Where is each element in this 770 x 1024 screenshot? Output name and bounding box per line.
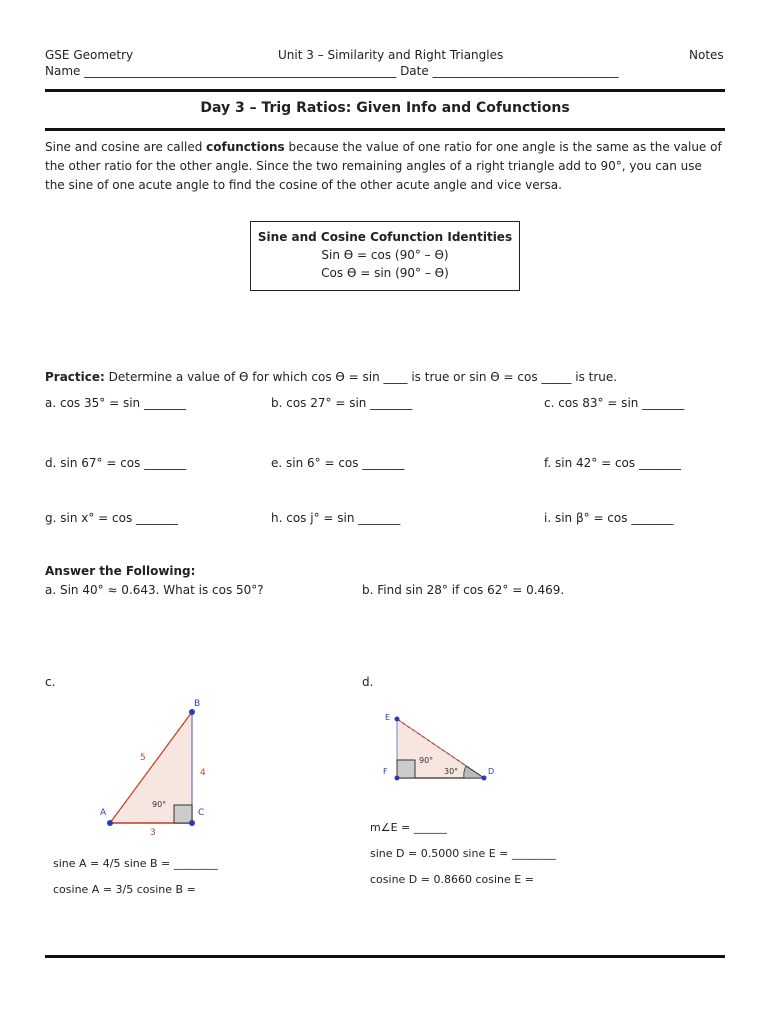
angle-d-marker [464, 766, 484, 778]
triangle-d-line3: cosine D = 0.8660 cosine E = [370, 873, 534, 886]
practice-item: d. sin 67° = cos _______ [45, 456, 187, 470]
vertex-d-dot [482, 776, 487, 781]
name-blank: ____________________________________________________ [84, 64, 397, 78]
practice-item: c. cos 83° = sin _______ [544, 396, 685, 410]
angle-label: 90° [152, 800, 167, 809]
triangle-c-line2: cosine A = 3/5 cosine B = [53, 883, 196, 896]
triangle-d-diagram [378, 708, 503, 788]
unit-title: Unit 3 – Similarity and Right Triangles [278, 48, 504, 62]
identities-heading: Sine and Cosine Cofunction Identities [257, 230, 513, 244]
practice-item: g. sin x° = cos _______ [45, 511, 179, 525]
bottom-rule [45, 955, 725, 958]
page-title: Day 3 – Trig Ratios: Given Info and Cofunctions [200, 100, 570, 116]
practice-item: e. sin 6° = cos _______ [271, 456, 405, 470]
triangle-c-diagram [90, 690, 230, 840]
practice-item: a. cos 35° = sin _______ [45, 396, 186, 410]
side-base-label: 3 [150, 828, 156, 838]
vertex-b-dot [189, 709, 195, 715]
intro-before: Sine and cosine are called [45, 140, 207, 154]
answer-heading: Answer the Following: [45, 564, 196, 578]
angle-d-label: 30° [444, 767, 459, 776]
right-angle-marker [397, 760, 415, 778]
question-b: b. Find sin 28° if cos 62° = 0.469. [362, 583, 565, 597]
intro-after: because the value of one ratio for one angle is the same as the value of the other ratio for the other angle. Since the two remaining angles of a right triangle add to 90°, you can use the sine of one acute angle to find the cosine of the other acute angle and vice versa. [45, 140, 722, 192]
angle-f-label: 90° [419, 756, 434, 765]
vertex-a-dot [107, 820, 113, 826]
course-name: GSE Geometry [45, 48, 134, 62]
side-vert-label: 4 [200, 768, 206, 778]
practice-label: Practice: [45, 370, 105, 384]
triangle-c-line1: sine A = 4/5 sine B = ________ [53, 857, 218, 870]
question-d-label: d. [362, 675, 374, 689]
vertex-a-label: A [100, 808, 107, 818]
vertex-f-dot [395, 776, 400, 781]
practice-text: Determine a value of ϴ for which cos ϴ = sin ____ is true or sin ϴ = cos _____ is true. [104, 370, 618, 384]
triangle-d-line2: sine D = 0.5000 sine E = ________ [370, 847, 556, 860]
intro-paragraph [45, 138, 725, 195]
top-rule [45, 89, 725, 92]
intro-bold: cofunctions [206, 140, 285, 154]
identities-box [250, 221, 520, 291]
date-blank: _______________________________ [432, 64, 619, 78]
right-angle-marker [174, 805, 192, 823]
name-field [45, 64, 619, 78]
name-label: Name [45, 64, 81, 78]
vertex-d-label: D [488, 767, 495, 776]
triangle-d-line1: m∠E = ______ [370, 821, 447, 834]
vertex-c-dot [189, 820, 195, 826]
question-a: a. Sin 40° ≈ 0.643. What is cos 50°? [45, 583, 264, 597]
practice-item: i. sin β° = cos _______ [544, 511, 674, 525]
practice-item: h. cos j° = sin _______ [271, 511, 401, 525]
vertex-e-label: E [385, 713, 391, 722]
practice-instruction [45, 370, 617, 384]
date-label: Date [400, 64, 429, 78]
vertex-c-label: C [198, 808, 205, 818]
practice-item: b. cos 27° = sin _______ [271, 396, 413, 410]
title-rule [45, 128, 725, 131]
side-hyp-label: 5 [140, 753, 146, 763]
identity-1: Sin ϴ = cos (90° – ϴ) [321, 248, 449, 262]
question-c-label: c. [45, 675, 56, 689]
identity-2: Cos ϴ = sin (90° – ϴ) [321, 266, 449, 280]
vertex-e-dot [395, 717, 400, 722]
practice-item: f. sin 42° = cos _______ [544, 456, 681, 470]
doc-type: Notes [689, 48, 724, 62]
vertex-b-label: B [194, 699, 201, 709]
vertex-f-label: F [383, 767, 388, 776]
